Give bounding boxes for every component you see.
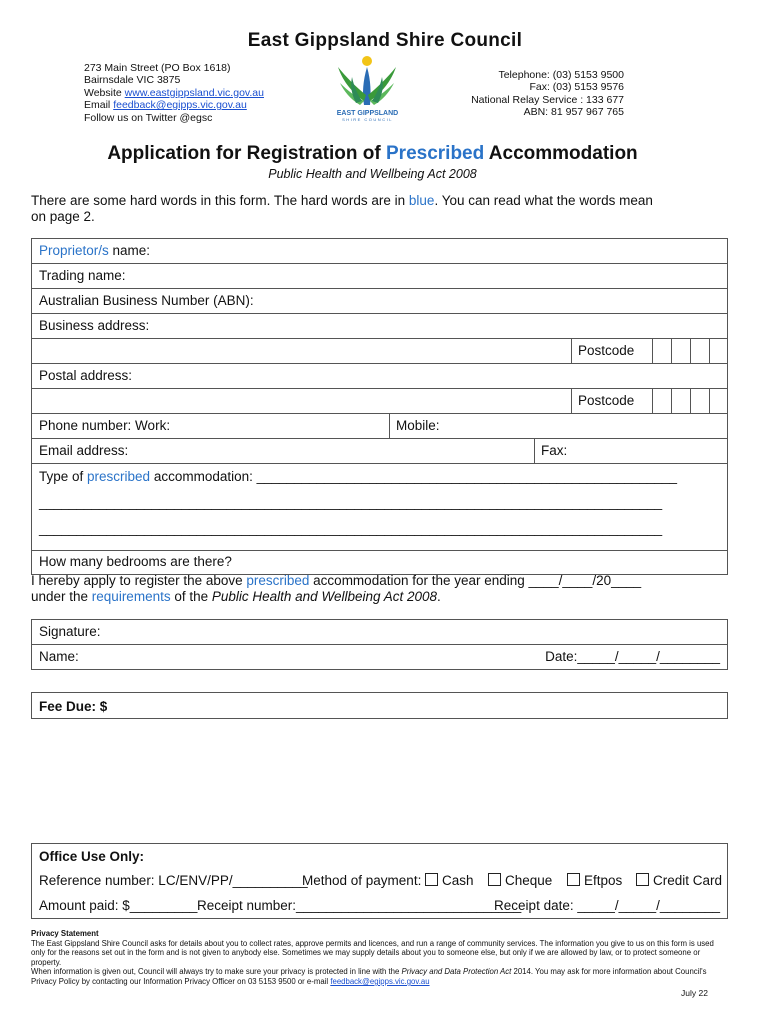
amount-paid-field[interactable]: Amount paid: $_________ [39,898,198,913]
bedrooms-label: How many bedrooms are there? [39,554,232,569]
fee-label: Fee Due: $ [39,699,108,714]
fee-box[interactable] [31,692,728,719]
signature-box [31,619,728,670]
privacy-heading: Privacy Statement [31,929,99,938]
payment-option-cheque[interactable] [488,873,552,888]
office-use-box [31,843,728,919]
payment-option-credit-card[interactable] [636,873,722,888]
logo-text-line1: EAST GIPPSLAND [336,110,399,117]
declaration-text [31,573,731,605]
title-part1: Application for Registration of [107,143,386,164]
privacy-text-2: When information is given out, Council will always try to make sure your privacy is protected in line with the [31,967,402,977]
intro-highlight: blue [408,193,435,208]
date-field[interactable]: Date:_____/_____/________ [545,649,720,664]
postcode-label: Postcode [578,343,635,358]
email-link[interactable]: feedback@egipps.vic.gov.au [113,99,247,112]
type-highlight: prescribed [87,469,151,484]
postal-address-row[interactable] [32,363,727,388]
receipt-date-field[interactable]: Receipt date: _____/_____/________ [494,898,720,913]
website-link[interactable]: www.eastgippsland.vic.gov.au [124,86,264,99]
page-title [0,143,745,165]
privacy-act: Privacy and Data Protection Act [401,967,512,977]
privacy-text-3: 2014. You may ask for more information about Council's Privacy Policy by contacting our Information Privacy Officer on 03 5153 9500 or e-mail [31,967,707,986]
accommodation-type-row[interactable] [32,463,727,550]
signature-label: Signature: [39,624,101,639]
mobile-label: Mobile: [396,418,440,433]
type-label-part2: accommodation: ________________________________________________________ [150,469,678,484]
telephone: Telephone: (03) 5153 9500 [498,69,624,81]
office-reference-row [32,869,727,894]
business-address-row[interactable] [32,313,727,338]
apply-part1: I hereby apply to register the above [31,573,247,588]
postcode-digit-box[interactable] [709,389,728,413]
postcode-digit-box[interactable] [690,339,709,363]
council-address [84,62,264,124]
divider [534,439,535,463]
option-label: Cheque [505,873,553,888]
proprietor-label: name: [108,243,151,258]
privacy-text-1: The East Gippsland Shire Council asks for details about you to collect rates, approve permits and licences, and run a range of community services. The information you give to us on this form is used only for the reasons set out in the form and is not given to anybody else. Sometimes we may supply details about you to someone else, but only if we are allowed by law, or to protect someone or property. [31,938,714,967]
blank-line: ___________________________________________________________________________________ [39,495,663,510]
signature-row[interactable] [32,620,727,644]
postal-address-label: Postal address: [39,368,133,383]
proprietor-row[interactable] [32,239,727,263]
payment-option-cash[interactable] [425,873,474,888]
abn-row[interactable] [32,288,727,313]
checkbox[interactable] [636,873,649,886]
name-date-row[interactable] [32,644,727,669]
reference-number-field[interactable]: Reference number: LC/ENV/PP/__________ [39,873,308,888]
checkbox[interactable] [567,873,580,886]
postcode-digit-box[interactable] [652,389,671,413]
org-name: East Gippsland Shire Council [247,30,523,51]
postcode-digit-box[interactable] [690,389,709,413]
apply-highlight2: requirements [91,589,171,604]
office-title: Office Use Only: [39,849,145,864]
divider [389,414,390,438]
address-line-1: 273 Main Street (PO Box 1618) [84,62,231,74]
apply-end: . [437,589,441,604]
option-label: Credit Card [653,873,723,888]
apply-part3: under the [31,589,92,604]
apply-part4: of the [170,589,212,604]
logo-text-line2: SHIRE COUNCIL [342,117,393,122]
postcode-digit-box[interactable] [709,339,728,363]
business-postcode-row[interactable] [32,338,727,363]
postcode-digit-box[interactable] [652,339,671,363]
intro-text [31,193,671,225]
twitter-handle: Follow us on Twitter @egsc [84,111,213,124]
relay-service: National Relay Service : 133 677 [471,93,624,106]
blank-line: ___________________________________________________________________________________ [39,521,663,536]
name-label: Name: [39,649,79,664]
privacy-statement [31,929,721,987]
postcode-digit-box[interactable] [671,339,690,363]
email-row[interactable] [32,438,727,463]
option-label: Eftpos [584,873,623,888]
payment-option-eftpos[interactable] [567,873,622,888]
website-label: Website [84,86,125,99]
address-line-2: Bairnsdale VIC 3875 [84,74,181,87]
business-address-label: Business address: [39,318,150,333]
postal-postcode-row[interactable] [32,388,727,413]
abn-number: ABN: 81 957 967 765 [523,106,624,119]
apply-part2: accommodation for the year ending ____/____/20____ [309,573,642,588]
apply-highlight1: prescribed [246,573,310,588]
email-label: Email [84,99,114,112]
proprietor-highlight: Proprietor/s [39,243,109,258]
act-name: Public Health and Wellbeing Act 2008 [211,589,438,604]
office-payment-row [32,894,727,918]
abn-label: Australian Business Number (ABN): [39,293,254,308]
intro-part1: There are some hard words in this form. The hard words are in [31,193,409,208]
postcode-label: Postcode [578,393,635,408]
phone-work-label: Phone number: Work: [39,418,171,433]
applicant-details-box [31,238,728,575]
title-highlight: Prescribed [386,143,485,164]
title-part2: Accommodation [484,143,638,164]
checkbox[interactable] [425,873,438,886]
council-contact [471,69,624,119]
office-title-row [32,844,727,869]
trading-name-row[interactable] [32,263,727,288]
bedrooms-row[interactable] [32,550,727,574]
postcode-digit-box[interactable] [671,389,690,413]
type-label-part1: Type of [39,469,88,484]
fax: Fax: (03) 5153 9576 [529,81,624,94]
council-logo [330,55,405,123]
privacy-email-link[interactable]: feedback@egipps.vic.gov.au [330,976,430,986]
checkbox[interactable] [488,873,501,886]
footer-date: July 22 [681,988,708,998]
trading-name-label: Trading name: [39,268,126,283]
page-subtitle: Public Health and Wellbeing Act 2008 [268,167,477,181]
email-label: Email address: [39,443,129,458]
payment-method-label: Method of payment: [302,873,422,888]
fax-label: Fax: [541,443,568,458]
intro-part2: . You can read what the words mean on page 2. [31,193,653,224]
phone-row[interactable] [32,413,727,438]
receipt-number-field[interactable]: Receipt number:______________________________ [197,898,522,913]
option-label: Cash [442,873,474,888]
